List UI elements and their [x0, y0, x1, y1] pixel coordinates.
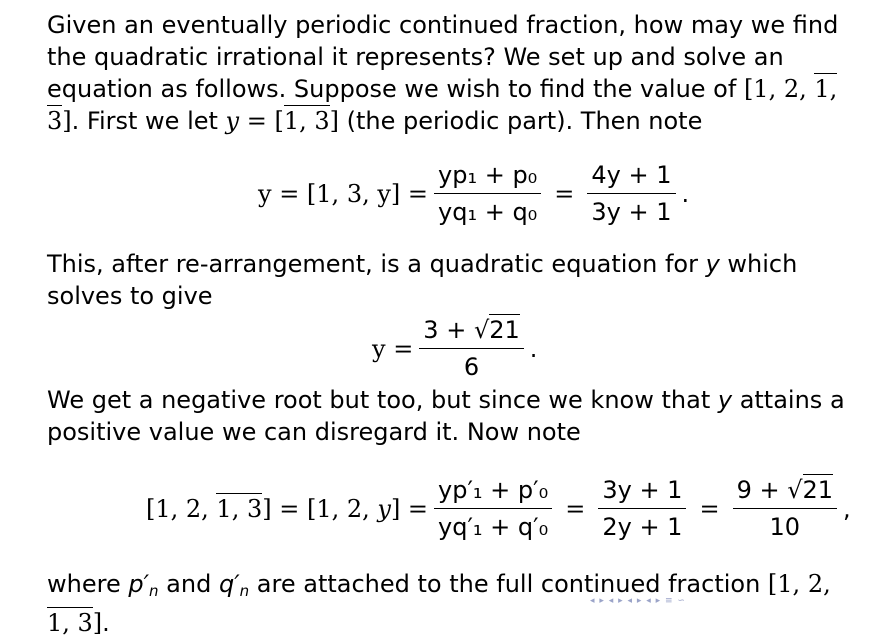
intro-continued-fraction: [1, 2, 1, 3]: [47, 75, 838, 135]
eq3-frac3-numerator: [733, 475, 837, 509]
intro-text-a: Given an eventually periodic continued fraction, how may we find the quadratic irrational it represents? We set up and solve an equation as follows. Suppose we wish to find the value of: [47, 11, 839, 103]
eq1-fraction-2: [587, 160, 675, 227]
final-p-n-prime: $p'_n$: [128, 570, 159, 600]
final-text-b: are attached to the full continued fraction: [249, 570, 768, 598]
eq2-num-a: 3 +: [423, 316, 474, 344]
rearrangement-paragraph: [47, 248, 852, 312]
equation-3: [146, 475, 851, 542]
eq1-frac2-numerator: 4y + 1: [587, 160, 675, 194]
eq3-num-a: 9 +: [736, 476, 788, 504]
intro-paragraph: [47, 9, 852, 137]
eq3-frac1-denominator: yq′₁ + q′₀: [438, 513, 549, 541]
eq2-lhs: y =: [372, 334, 414, 363]
eq2-numerator: [419, 315, 523, 349]
eq3-frac2-denominator: 2y + 1: [602, 513, 683, 541]
eq3-radicand: 21: [802, 476, 834, 504]
final-text-a: where: [47, 570, 129, 598]
rearr-var-y: y: [705, 250, 720, 278]
eq1-frac2-denominator: 3y + 1: [591, 198, 672, 226]
eq3-equals-2: =: [699, 494, 720, 523]
rearr-text-b: which solves to give: [47, 250, 798, 310]
eq1-frac1-denominator: yq₁ + q₀: [438, 198, 538, 226]
eq2-radicand: 21: [489, 316, 520, 344]
rearr-text-a: This, after re-arrangement, is a quadratic equation for: [47, 250, 706, 278]
equation-2: [372, 315, 537, 382]
final-period: .: [102, 609, 110, 637]
eq1-fraction-1: [434, 160, 541, 227]
final-continued-fraction: [1, 2, 1, 3]: [47, 570, 831, 637]
sqrt-symbol: √21: [473, 316, 520, 344]
eq1-frac1-numerator: yp₁ + p₀: [434, 160, 541, 194]
intro-y-definition: y = [1, 3]: [225, 107, 340, 135]
eq3-equals-1: =: [565, 494, 586, 523]
eq1-lhs: y = [1, 3, y] =: [258, 179, 429, 208]
neg-text-b: attains a positive value we can disregard it. Now note: [47, 386, 845, 446]
eq3-fraction-3: [733, 475, 837, 542]
final-and: and: [158, 570, 219, 598]
eq2-period: .: [529, 334, 538, 363]
equation-1: [258, 160, 689, 227]
eq3-fraction-2: [598, 475, 686, 542]
eq3-frac2-numerator: 3y + 1: [598, 475, 686, 509]
neg-text-a: We get a negative root but too, but since we know that: [47, 386, 718, 414]
neg-var-y: y: [717, 386, 733, 414]
eq2-fraction: [419, 315, 523, 382]
eq1-equals: =: [554, 179, 575, 208]
eq1-period: .: [681, 179, 690, 208]
eq3-frac3-denominator: 10: [769, 513, 801, 541]
eq3-comma: ,: [843, 494, 851, 523]
intro-text-b: . First we let: [71, 107, 226, 135]
eq3-lhs: [1, 2, 1, 3] = [1, 2, y] =: [146, 494, 429, 523]
negative-root-paragraph: [47, 384, 852, 448]
final-q-n-prime: $q'_n$: [218, 570, 250, 600]
eq3-fraction-1: [434, 475, 552, 542]
eq3-frac1-numerator: yp′₁ + p′₀: [434, 475, 552, 509]
intro-text-c: (the periodic part). Then note: [339, 107, 703, 135]
final-paragraph: [47, 568, 852, 639]
beamer-navigation-icons[interactable]: ◂ ▸ ◂ ▸ ◂ ▸ ◂ ▸ ≡ ∽: [590, 596, 686, 606]
eq2-denominator: 6: [463, 353, 480, 381]
sqrt-symbol: √21: [787, 476, 834, 504]
